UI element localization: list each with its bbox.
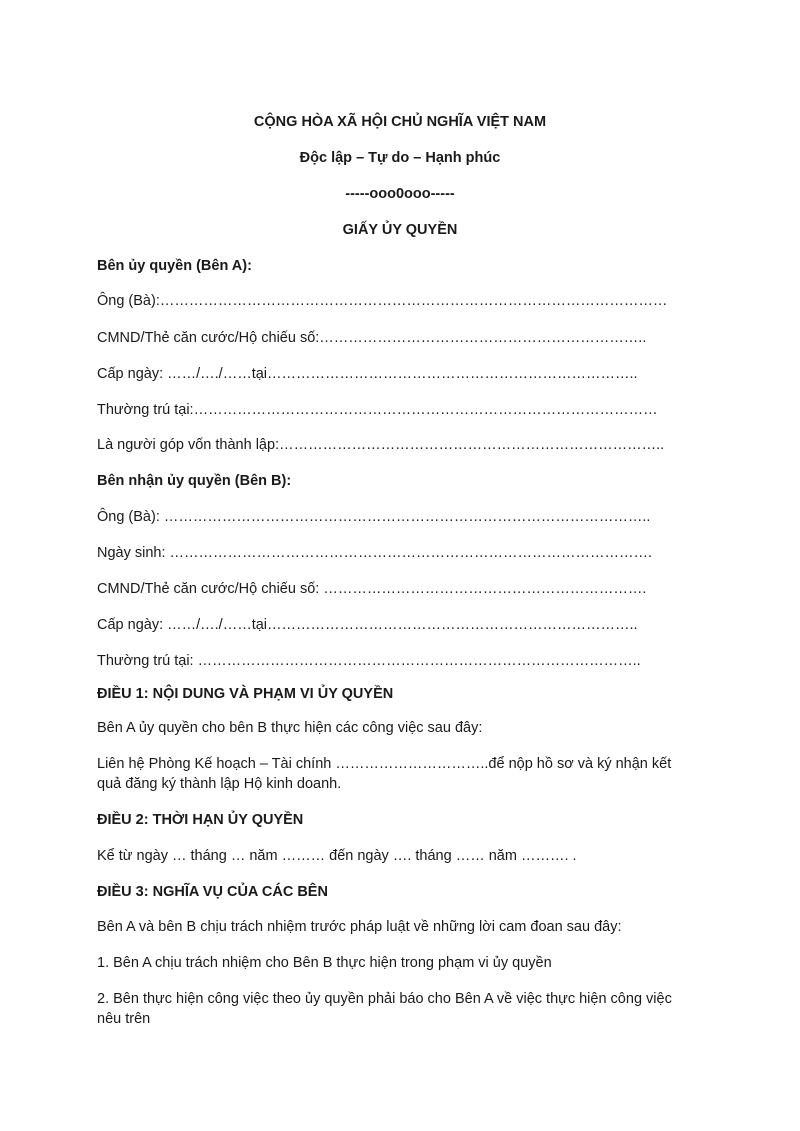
party-a-heading: Bên ủy quyền (Bên A): xyxy=(97,258,252,274)
party-a-issue-field: Cấp ngày: ……/…./……tại………………………………………………………………….. xyxy=(97,366,638,382)
article3-intro: Bên A và bên B chịu trách nhiệm trước pháp luật về những lời cam đoan sau đây: xyxy=(97,919,622,935)
party-b-birthdate-field: Ngày sinh: ………………………………………………………………………………………. xyxy=(97,545,653,561)
article1-detail: Liên hệ Phòng Kế hoạch – Tài chính …………………………..để nộp hồ sơ và ký nhận kết quả đăng ký thành lập Hộ kinh doanh. xyxy=(97,756,672,792)
party-a-residence-field: Thường trú tại:…………………………………………………………………………………… xyxy=(97,402,658,418)
article1-intro: Bên A ủy quyền cho bên B thực hiện các công việc sau đây: xyxy=(97,720,483,736)
document-title: GIẤY ỦY QUYỀN xyxy=(342,222,458,238)
party-b-id-field: CMND/Thẻ căn cước/Hộ chiếu số: …………………………………………………………. xyxy=(97,581,647,597)
article2-heading: ĐIỀU 2: THỜI HẠN ỦY QUYỀN xyxy=(97,812,304,828)
party-a-name-field: Ông (Bà):…………………………………………………………………………………………… xyxy=(97,293,668,309)
party-b-name-field: Ông (Bà): ……………………………………………………………………………………….. xyxy=(97,509,651,525)
nation-title: CỘNG HÒA XÃ HỘI CHỦ NGHĨA VIỆT NAM xyxy=(253,114,547,130)
party-b-issue-field: Cấp ngày: ……/…./……tại………………………………………………………………….. xyxy=(97,617,638,633)
party-a-contributor-field: Là người góp vốn thành lập:…………………………………………………………………….. xyxy=(97,437,665,453)
article3-item-2: 2. Bên thực hiện công việc theo ủy quyền phải báo cho Bên A về việc thực hiện công việc nêu trên xyxy=(97,991,672,1027)
party-b-residence-field: Thường trú tại: ……………………………………………………………………………….. xyxy=(97,653,641,669)
party-b-heading: Bên nhận ủy quyền (Bên B): xyxy=(97,473,292,489)
party-a-id-field: CMND/Thẻ căn cước/Hộ chiếu số:………………………………………………………….. xyxy=(97,330,647,346)
article3-heading: ĐIỀU 3: NGHĨA VỤ CỦA CÁC BÊN xyxy=(97,884,328,900)
article2-text: Kể từ ngày … tháng … năm ……… đến ngày …. tháng …… năm ………. . xyxy=(97,848,577,864)
motto: Độc lập – Tự do – Hạnh phúc xyxy=(299,150,501,166)
separator: -----ooo0ooo----- xyxy=(345,186,455,202)
article3-item-1: 1. Bên A chịu trách nhiệm cho Bên B thực hiện trong phạm vi ủy quyền xyxy=(97,955,552,971)
article1-heading: ĐIỀU 1: NỘI DUNG VÀ PHẠM VI ỦY QUYỀN xyxy=(97,686,394,702)
